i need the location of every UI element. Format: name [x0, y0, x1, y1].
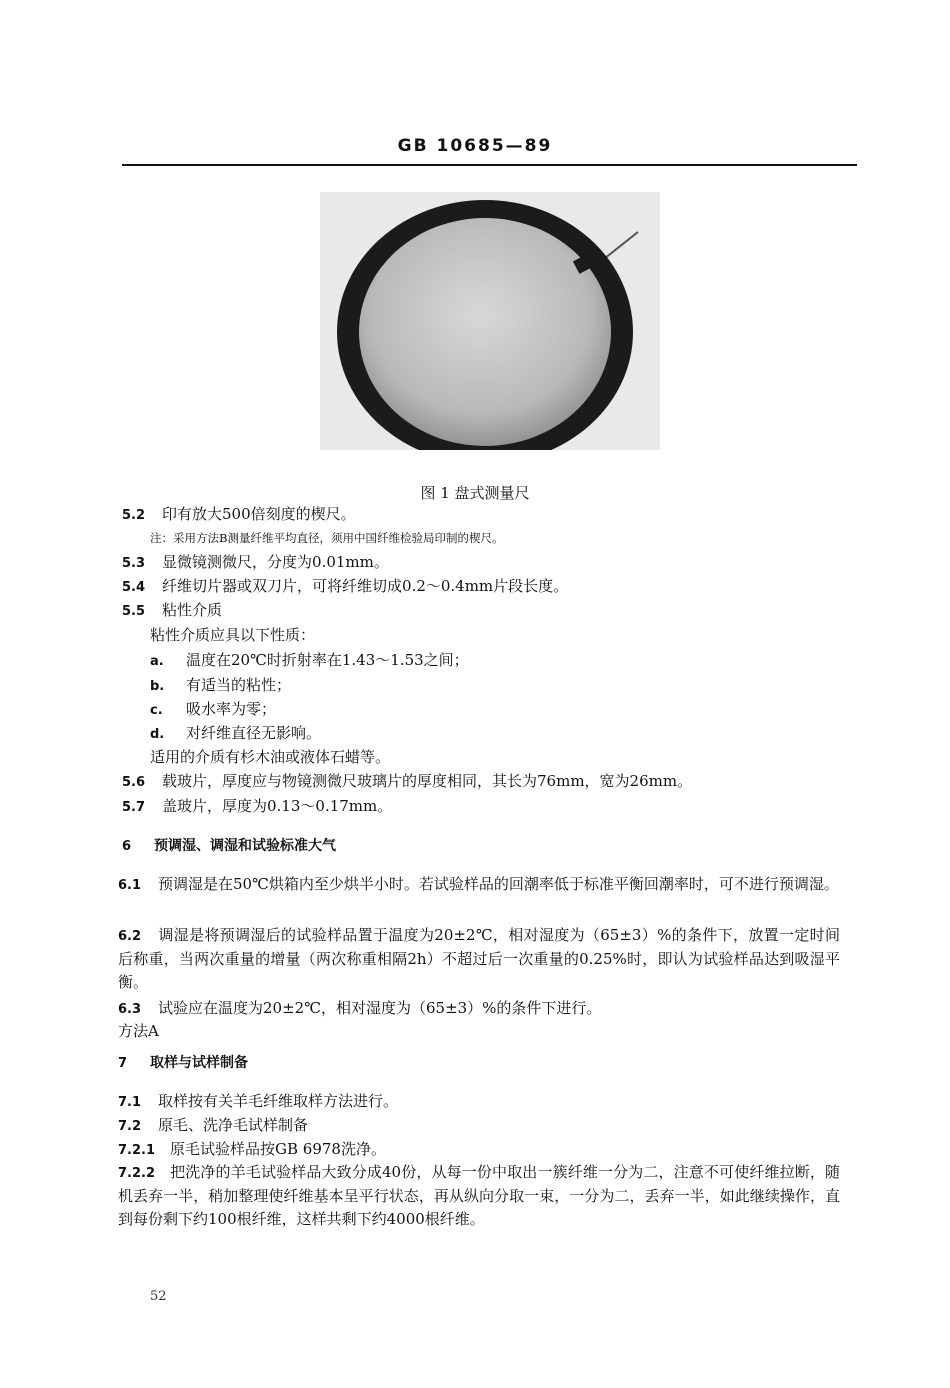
item-text: 原毛、洗净毛试样制备 — [158, 1116, 309, 1134]
item-number: 7.2.1 — [118, 1143, 156, 1158]
disc-scale-figure — [320, 192, 660, 450]
item-text: 把洗净的羊毛试验样品大致分成40份，从每一份中取出一簇纤维一分为二，注意不可使纤维拉断，随机丢弃一半，稍加整理使纤维基本呈平行状态，再从纵向分取一束，一分为二，丢弃一半，如此继续操作，直到每份剩下约100根纤维，这样共剩下约4000根纤维。 — [118, 1163, 840, 1228]
disc-scale-image — [320, 192, 660, 450]
item-5-5 — [122, 599, 222, 623]
sub-item-text: 对纤维直径无影响。 — [186, 724, 322, 742]
section-number: 7 — [118, 1056, 128, 1071]
section-6-heading — [122, 835, 336, 858]
section-title: 预调湿、调湿和试验标准大气 — [154, 838, 336, 854]
item-number: 5.7 — [122, 800, 146, 815]
sub-item-label: a. — [150, 654, 164, 669]
item-text: 试验应在温度为20±2℃，相对湿度为（65±3）%的条件下进行。 — [158, 999, 602, 1017]
page-number: 52 — [150, 1289, 167, 1304]
sub-item-text: 有适当的粘性； — [186, 676, 292, 694]
item-number: 7.2 — [118, 1119, 142, 1134]
item-number: 5.3 — [122, 556, 146, 571]
item-text: 显微镜测微尺，分度为0.01mm。 — [162, 553, 389, 571]
item-5-5-d — [150, 722, 321, 746]
note-text: 注：采用方法B测量纤维平均直径，须用中国纤维检验局印制的楔尺。 — [150, 531, 504, 545]
item-5-5-b — [150, 674, 291, 698]
item-6-3 — [118, 997, 601, 1021]
document-code: GB 10685—89 — [397, 136, 553, 156]
item-text: 调湿是将预调湿后的试验样品置于温度为20±2℃，相对湿度为（65±3）%的条件下，放置一定时间后称重，当两次重量的增量（两次称重相隔2h）不超过后一次重量的0.25%时，即认为试验样品达到吸湿平衡。 — [118, 926, 840, 991]
item-number: 6.3 — [118, 1002, 142, 1017]
item-5-5-c — [150, 698, 276, 722]
item-text: 原毛试验样品按GB 6978洗净。 — [170, 1140, 386, 1158]
section-number: 6 — [122, 839, 132, 854]
item-5-5-intro: 粘性介质应具以下性质： — [150, 626, 316, 644]
method-label: 方法A — [118, 1022, 159, 1040]
item-5-4 — [122, 575, 568, 599]
section-7-heading — [118, 1052, 248, 1075]
item-text: 取样按有关羊毛纤维取样方法进行。 — [158, 1092, 399, 1110]
item-5-6 — [122, 770, 692, 794]
item-number: 5.6 — [122, 775, 146, 790]
item-number: 7.1 — [118, 1095, 142, 1110]
item-number: 5.4 — [122, 580, 146, 595]
item-6-1 — [118, 873, 840, 897]
item-5-3 — [122, 551, 389, 575]
sub-item-text: 温度在20℃时折射率在1.43～1.53之间； — [186, 651, 469, 669]
item-number: 6.1 — [118, 878, 142, 893]
section-title: 取样与试样制备 — [150, 1055, 248, 1071]
header-divider — [122, 164, 857, 166]
item-5-2 — [122, 503, 356, 527]
item-7-2 — [118, 1114, 308, 1138]
item-7-2-2 — [118, 1161, 840, 1231]
item-text: 纤维切片器或双刀片，可将纤维切成0.2～0.4mm片段长度。 — [162, 577, 569, 595]
sub-item-label: b. — [150, 679, 165, 694]
sub-item-label: c. — [150, 703, 163, 718]
item-5-7 — [122, 795, 392, 819]
item-text: 预调湿是在50℃烘箱内至少烘半小时。若试验样品的回潮率低于标准平衡回潮率时，可不进行预调湿。 — [158, 875, 839, 893]
item-number: 6.2 — [118, 929, 142, 944]
item-7-1 — [118, 1090, 398, 1114]
sub-item-label: d. — [150, 727, 165, 742]
item-5-5-a — [150, 649, 469, 673]
item-text: 印有放大500倍刻度的楔尺。 — [162, 505, 356, 523]
item-text: 盖玻片，厚度为0.13～0.17mm。 — [162, 797, 393, 815]
sub-item-text: 吸水率为零； — [186, 700, 277, 718]
item-number: 5.2 — [122, 508, 146, 523]
figure-caption: 图 1 盘式测量尺 — [420, 484, 530, 502]
item-7-2-1 — [118, 1138, 386, 1162]
item-number: 7.2.2 — [118, 1166, 156, 1181]
item-text: 载玻片，厚度应与物镜测微尺玻璃片的厚度相同，其长为76mm，宽为26mm。 — [162, 772, 693, 790]
item-number: 5.5 — [122, 604, 146, 619]
item-text: 粘性介质 — [162, 601, 223, 619]
item-5-5-conclusion: 适用的介质有杉木油或液体石蜡等。 — [150, 748, 391, 766]
item-6-2 — [118, 924, 840, 994]
